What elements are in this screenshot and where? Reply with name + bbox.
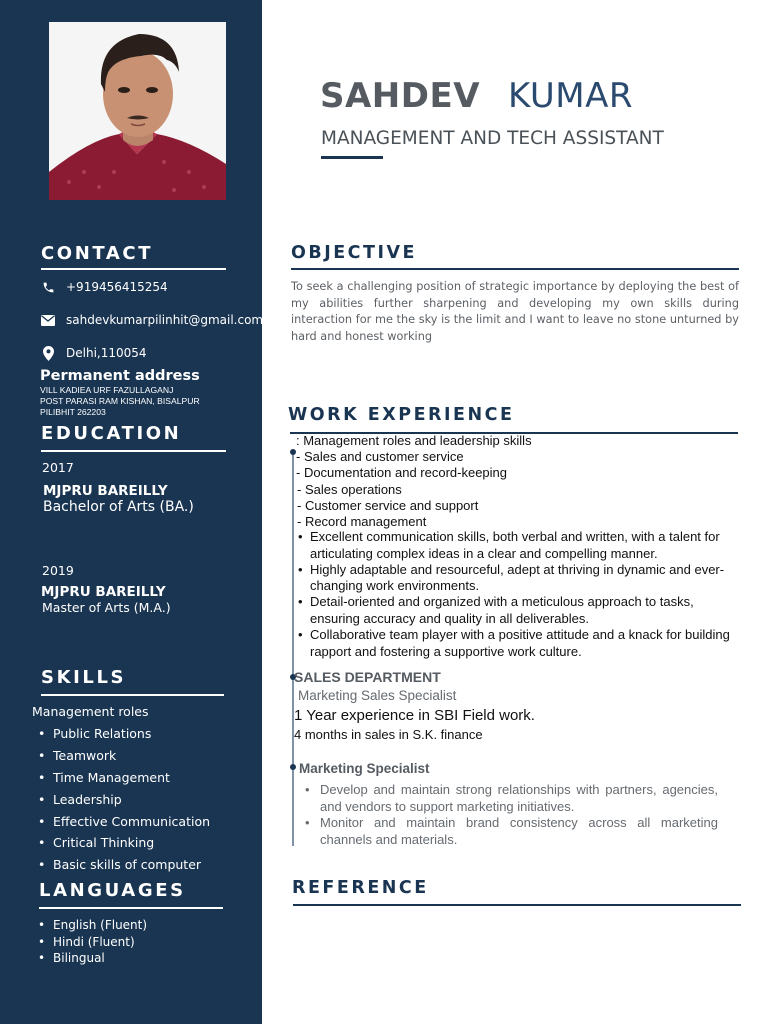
work-experience-heading: WORK EXPERIENCE xyxy=(288,405,515,425)
work-highlight: • Collaborative team player with a positive attitude and a knack for building rapport and fostering a supportive work culture. xyxy=(297,627,747,660)
skill-item: • Public Relations xyxy=(38,726,210,748)
email-address[interactable]: sahdevkumarpilinhit@gmail.com xyxy=(66,313,264,327)
skill-item: • Basic skills of computer xyxy=(38,857,210,879)
work-highlights-list xyxy=(297,529,747,660)
first-name: SAHDEV xyxy=(320,76,481,116)
education-school: MJPRU BAREILLY xyxy=(41,584,166,600)
objective-heading: OBJECTIVE xyxy=(291,243,417,263)
skill-item: • Leadership xyxy=(38,792,210,814)
department-title: SALES DEPARTMENT xyxy=(294,669,441,685)
permanent-address-line: POST PARASI RAM KISHAN, BISALPUR xyxy=(40,396,200,406)
contact-phone xyxy=(40,280,168,294)
skill-item: • Time Management xyxy=(38,770,210,792)
reference-divider xyxy=(293,904,741,906)
education-degree: Bachelor of Arts (BA.) xyxy=(43,499,194,515)
phone-icon xyxy=(40,280,56,294)
language-item: • English (Fluent) xyxy=(38,918,147,935)
phone-number[interactable]: +919456415254 xyxy=(66,280,168,294)
language-item: • Bilingual xyxy=(38,951,147,968)
specialist-list xyxy=(304,782,718,848)
specialist-item: • Develop and maintain strong relationships with partners, agencies, and vendors to support marketing initiatives. xyxy=(304,782,718,815)
title-underline xyxy=(321,156,383,159)
experience-text: 1 Year experience in SBI Field work. xyxy=(294,707,535,724)
sidebar xyxy=(0,0,262,1024)
education-year: 2019 xyxy=(42,563,74,578)
contact-divider xyxy=(41,268,226,270)
work-line: - Customer service and support xyxy=(297,498,479,513)
full-name xyxy=(320,76,633,116)
work-line: - Sales operations xyxy=(297,482,402,497)
timeline-dot xyxy=(290,764,296,770)
skills-heading: SKILLS xyxy=(41,667,127,688)
profile-photo xyxy=(49,22,226,200)
languages-heading: LANGUAGES xyxy=(39,880,186,901)
objective-text: To seek a challenging position of strategic importance by deploying the best of my abilities further sharpening and developing my own skills during interaction for me the sky is the limit and I want to leave no stone unturned by hard and honest working xyxy=(291,280,739,343)
permanent-address-title: Permanent address xyxy=(40,368,200,384)
profile-photo-icon xyxy=(49,22,226,200)
work-line: : Management roles and leadership skills xyxy=(296,433,532,448)
location-pin-icon xyxy=(40,346,56,360)
experience-months: 4 months in sales in S.K. finance xyxy=(294,727,483,742)
education-divider xyxy=(41,450,226,452)
contact-location xyxy=(40,346,147,360)
education-year: 2017 xyxy=(42,460,74,475)
department-role: Marketing Sales Specialist xyxy=(298,688,457,703)
timeline-line xyxy=(292,452,294,846)
specialist-item: • Monitor and maintain brand consistency across all marketing channels and materials. xyxy=(304,815,718,848)
work-line: - Documentation and record-keeping xyxy=(296,465,508,480)
mail-icon xyxy=(40,313,56,327)
work-highlight: • Excellent communication skills, both verbal and written, with a talent for articulating complex ideas in a clear and compelling manner. xyxy=(297,529,747,562)
location-text: Delhi,110054 xyxy=(66,346,147,360)
skills-divider xyxy=(41,694,224,696)
education-degree: Master of Arts (M.A.) xyxy=(42,600,171,615)
skill-item: • Effective Communication xyxy=(38,814,210,836)
language-item: • Hindi (Fluent) xyxy=(38,935,147,952)
education-heading: EDUCATION xyxy=(41,423,182,444)
job-title: MANAGEMENT AND TECH ASSISTANT xyxy=(321,128,664,149)
skill-item: • Teamwork xyxy=(38,748,210,770)
reference-heading: REFERENCE xyxy=(292,878,429,898)
skills-list xyxy=(38,726,210,879)
permanent-address-line: VILL KADIEA URF FAZULLAGANJ xyxy=(40,385,174,395)
objective-divider xyxy=(291,268,739,270)
contact-email xyxy=(40,313,263,327)
last-name: KUMAR xyxy=(508,76,634,116)
work-line: - Record management xyxy=(297,514,427,529)
work-highlight: • Highly adaptable and resourceful, adept at thriving in dynamic and ever-changing work environments. xyxy=(297,562,747,595)
skill-item: Management roles xyxy=(32,704,149,719)
specialist-title: Marketing Specialist xyxy=(299,761,430,776)
work-line: - Sales and customer service xyxy=(296,449,464,464)
education-school: MJPRU BAREILLY xyxy=(43,483,168,499)
languages-divider xyxy=(39,907,223,909)
permanent-address-line: PILIBHIT 262203 xyxy=(40,407,106,417)
languages-list xyxy=(38,918,147,968)
skill-item: • Critical Thinking xyxy=(38,835,210,857)
contact-heading: CONTACT xyxy=(41,243,154,264)
work-highlight: • Detail-oriented and organized with a meticulous approach to tasks, ensuring accuracy and quality in all deliverables. xyxy=(297,594,747,627)
